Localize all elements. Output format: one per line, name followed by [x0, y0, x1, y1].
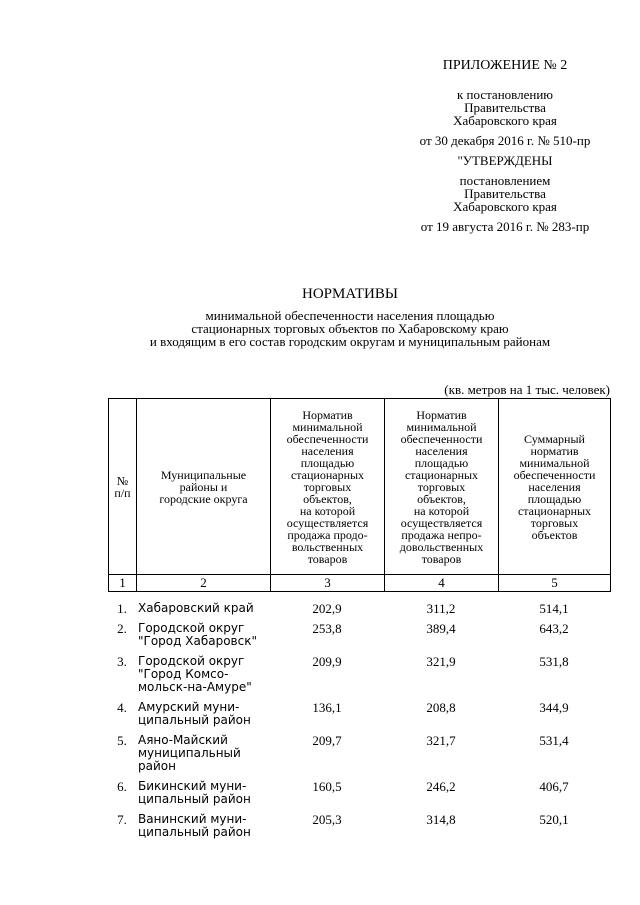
row-total-value: 531,4: [539, 733, 569, 748]
row-total-value: 406,7: [539, 779, 569, 794]
cell-line: муниципальный: [138, 746, 241, 760]
row-nonfood-value: 314,8: [426, 812, 456, 827]
table-row: [108, 622, 610, 655]
cell-line: стационарных: [404, 467, 479, 482]
cell-line: населения: [415, 443, 468, 458]
appendix-header: [400, 58, 610, 233]
row-name: [136, 655, 270, 701]
row-name: [136, 602, 270, 622]
approved-label: "УТВЕРЖДЕНЫ: [457, 153, 553, 168]
cell-line: товаров: [421, 551, 462, 566]
column-number: 3: [271, 575, 385, 592]
subtitle-line-3: и входящим в его состав городским округам и муниципальным районам: [149, 334, 551, 349]
cell-line: вольственных: [291, 539, 364, 554]
cell-line: минимальной: [519, 455, 590, 470]
subtitle-line-2: стационарных торговых объектов по Хабаровскому краю: [191, 321, 509, 336]
appendix-to-resolution: к постановлению: [456, 87, 554, 102]
row-total-value: 344,9: [539, 700, 569, 715]
cell-line: объектов,: [303, 491, 352, 506]
cell-line: Аяно-Майский: [138, 733, 228, 747]
row-food-value: 202,9: [312, 601, 342, 616]
subtitle-line-1: минимальной обеспеченности населения площадью: [205, 308, 495, 323]
row-number: 7.: [117, 812, 127, 827]
cell-line: мольск-на-Амуре": [138, 680, 252, 694]
row-total-value: 514,1: [539, 601, 569, 616]
cell-line: норматив: [530, 443, 579, 458]
cell-line: минимальной: [406, 419, 477, 434]
approved-region: Хабаровского края: [453, 199, 557, 214]
document-title: НОРМАТИВЫ: [302, 286, 398, 302]
row-nonfood-value: 321,9: [426, 654, 456, 669]
row-food-value: 160,5: [312, 779, 342, 794]
cell-line: на которой: [299, 503, 356, 518]
cell-line: продажа непро-: [401, 527, 482, 542]
table-row: [108, 602, 610, 622]
cell-line: довольственных: [399, 539, 484, 554]
approved-date-number: от 19 августа 2016 г. № 283-пр: [420, 219, 590, 234]
cell-line: торговых: [417, 479, 466, 494]
row-name: [136, 734, 270, 780]
cell-line: обеспеченности: [513, 467, 596, 482]
column-number: 5: [499, 575, 611, 592]
row-number: 6.: [117, 779, 127, 794]
cell-line: Норматив: [302, 407, 353, 422]
cell-line: площадью: [414, 455, 469, 470]
cell-line: товаров: [307, 551, 348, 566]
row-nonfood-value: 208,8: [426, 700, 456, 715]
header-nonfood: [385, 399, 499, 575]
cell-line: минимальной: [292, 419, 363, 434]
row-nonfood-value: 246,2: [426, 779, 456, 794]
cell-line: площадью: [300, 455, 355, 470]
cell-line: район: [138, 759, 176, 773]
cell-line: Суммарный: [524, 431, 585, 446]
cell-line: осуществляется: [400, 515, 483, 530]
cell-line: торговых: [530, 515, 579, 530]
cell-line: населения: [528, 479, 581, 494]
row-number: 4.: [117, 700, 127, 715]
column-number: 2: [137, 575, 271, 592]
column-number: 4: [385, 575, 499, 592]
column-number: 1: [109, 575, 137, 592]
norms-table-body: [108, 602, 610, 846]
norms-table: [108, 398, 610, 846]
cell-line: городские округа: [159, 491, 248, 506]
cell-line: площадью: [527, 491, 582, 506]
cell-line: ципальный район: [138, 713, 251, 727]
cell-line: Городской округ: [138, 621, 245, 635]
header-total: [499, 399, 611, 575]
cell-line: торговых: [303, 479, 352, 494]
cell-line: "Город Комсо-: [138, 667, 229, 681]
approved-government: Правительства: [464, 186, 546, 201]
cell-line: Муниципальные: [160, 467, 247, 482]
row-food-value: 253,8: [312, 621, 342, 636]
cell-line: Бикинский муни-: [138, 779, 247, 793]
row-total-value: 531,8: [539, 654, 569, 669]
cell-line: осуществляется: [286, 515, 369, 530]
appendix-date-number: от 30 декабря 2016 г. № 510-пр: [419, 133, 591, 148]
table-row: [108, 655, 610, 701]
appendix-region: Хабаровского края: [453, 113, 557, 128]
cell-line: районы и: [179, 479, 228, 494]
cell-line: ципальный район: [138, 825, 251, 839]
row-name: [136, 780, 270, 813]
cell-line: ципальный район: [138, 792, 251, 806]
row-name: [136, 622, 270, 655]
row-name: [136, 813, 270, 846]
cell-line: продажа продо-: [287, 527, 368, 542]
header-name: [137, 399, 271, 575]
cell-line: обеспеченности: [286, 431, 369, 446]
cell-line: Хабаровский край: [138, 601, 254, 615]
row-nonfood-value: 311,2: [426, 601, 456, 616]
cell-line: Амурский муни-: [138, 700, 240, 714]
row-number: 1.: [117, 601, 127, 616]
cell-line: Городской округ: [138, 654, 245, 668]
row-total-value: 643,2: [539, 621, 569, 636]
cell-line: №: [116, 473, 129, 488]
cell-line: Норматив: [416, 407, 467, 422]
cell-line: "Город Хабаровск": [138, 634, 257, 648]
cell-line: обеспеченности: [400, 431, 483, 446]
cell-line: стационарных: [290, 467, 365, 482]
units-note: (кв. метров на 1 тыс. человек): [444, 382, 610, 397]
row-nonfood-value: 389,4: [426, 621, 456, 636]
row-name: [136, 701, 270, 734]
cell-line: объектов,: [417, 491, 466, 506]
row-food-value: 205,3: [312, 812, 342, 827]
approved-by-resolution: постановлением: [459, 173, 551, 188]
cell-line: населения: [301, 443, 354, 458]
header-num: [109, 399, 137, 575]
norms-table-header: [108, 398, 611, 592]
cell-line: стационарных: [517, 503, 592, 518]
row-food-value: 209,7: [312, 733, 342, 748]
header-food: [271, 399, 385, 575]
appendix-government: Правительства: [464, 100, 546, 115]
document-subtitle: [90, 309, 610, 348]
row-total-value: 520,1: [539, 812, 569, 827]
cell-line: на которой: [413, 503, 470, 518]
table-row: [108, 734, 610, 780]
row-number: 2.: [117, 621, 127, 636]
table-row: [108, 813, 610, 846]
cell-line: объектов: [531, 527, 578, 542]
row-food-value: 209,9: [312, 654, 342, 669]
cell-line: п/п: [114, 485, 131, 500]
row-food-value: 136,1: [312, 700, 342, 715]
row-number: 5.: [117, 733, 127, 748]
cell-line: Ванинский муни-: [138, 812, 247, 826]
table-row: [108, 701, 610, 734]
appendix-title: ПРИЛОЖЕНИЕ № 2: [442, 58, 568, 73]
table-row: [108, 780, 610, 813]
row-nonfood-value: 321,7: [426, 733, 456, 748]
row-number: 3.: [117, 654, 127, 669]
